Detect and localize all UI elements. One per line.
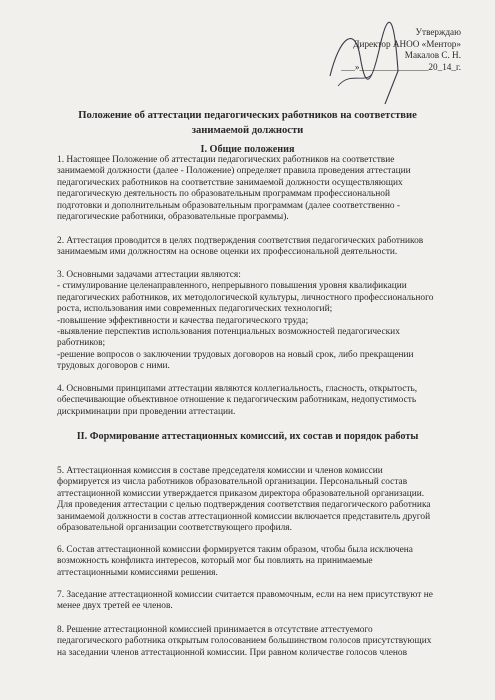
text-line: 8. Решение аттестационной комиссией принимается в отсутствие аттестуемого	[57, 625, 373, 635]
approval-line: Директор АНОО «Ментор»	[353, 38, 461, 49]
text-line: педагогическую деятельность по образовательным программам профессиональной	[57, 189, 391, 200]
approval-block	[341, 27, 461, 73]
paragraph	[57, 545, 451, 579]
paragraph	[57, 466, 451, 534]
paragraph	[57, 155, 451, 223]
text-line: 3. Основными задачами аттестации являются:	[57, 270, 241, 280]
text-line: 5. Аттестационная комиссия в составе председателя комиссии и членов комиссии	[57, 466, 383, 476]
text-line: занимаемой должности (далее - Положение) определяет правила проведения аттестации	[57, 166, 411, 177]
approval-date-line: ___»_______________20_14_г.	[341, 61, 461, 72]
text-line: педагогических работников, их методологической культуры, личностного профессионального	[57, 292, 434, 303]
text-line: на заседании членов аттестационной комиссии. При равном количестве голосов членов	[57, 647, 408, 658]
text-line: менее двух третей ее членов.	[57, 601, 173, 612]
text-line: подготовки и дополнительным образовательным программам (далее соответственно -	[57, 200, 401, 211]
title-line: Положение об аттестации педагогических работников на соответствие	[78, 110, 417, 121]
text-line: дискриминации при проведении аттестации.	[57, 406, 236, 417]
text-line: возможность конфликта интересов, который мог бы повлиять на принимаемые	[57, 556, 373, 567]
approval-line: Утверждаю	[415, 27, 461, 37]
paragraph	[57, 236, 451, 259]
text-line: педагогические работники, образовательные программы).	[57, 212, 289, 223]
text-line: 4. Основными принципами аттестации являются коллегиальность, гласность, открытость,	[57, 384, 418, 394]
section-heading: II. Формирование аттестационных комиссий, их состав и порядок работы	[76, 431, 419, 442]
paragraph	[57, 625, 451, 659]
text-line: занимаемой должности в состав аттестационной комиссии включается представитель другой	[57, 511, 431, 522]
text-line: роста, использования ими современных педагогических технологий;	[57, 304, 333, 315]
text-line: трудовых договоров с ними.	[57, 361, 170, 372]
text-line: аттестационными комиссиями решения.	[57, 567, 218, 578]
approval-line: Макалов С. Н.	[404, 50, 461, 60]
text-line: - стимулирование целенаправленного, непрерывного повышения уровня квалификации	[57, 281, 407, 292]
text-line: 6. Состав аттестационной комиссии формируется таким образом, чтобы была исключена	[57, 545, 413, 555]
text-line: -повышение эффективности и качества педагогического труда;	[57, 315, 309, 326]
text-line: -решение вопросов о заключении трудовых договоров на новый срок, либо прекращении	[57, 349, 414, 360]
text-line: формируется из числа работников образовательной организации. Персональный состав	[57, 477, 408, 488]
text-line: аттестационной комиссии утверждается приказом директора образовательной организации.	[57, 488, 425, 499]
section-heading: I. Общие положения	[200, 144, 295, 155]
text-line: Для проведения аттестации с целью подтверждения соответствия педагогического работника	[57, 500, 431, 511]
text-line: обеспечивающие объективное отношение к педагогическим работникам, недопустимость	[57, 395, 417, 406]
document-title	[60, 109, 435, 138]
text-line: работников;	[57, 338, 106, 349]
text-line: 7. Заседание аттестационной комиссии считается правомочным, если на нем присутствуют не	[57, 590, 433, 600]
text-line: педагогических работников на соответствие занимаемой должности осуществляющих	[57, 177, 403, 188]
text-line: -выявление перспектив использования потенциальных возможностей педагогических	[57, 327, 400, 338]
paragraph	[57, 590, 451, 613]
title-line: занимаемой должности	[191, 124, 304, 136]
text-line: занимаемым ими должностям на основе оценки их профессиональной деятельности.	[57, 247, 398, 258]
paragraph	[57, 270, 451, 373]
paragraph	[57, 384, 451, 418]
text-line: 1. Настоящее Положение об аттестации педагогических работников на соответствие	[57, 155, 395, 165]
text-line: образовательной организации соответствующего профиля.	[57, 523, 292, 534]
text-line: 2. Аттестация проводится в целях подтверждения соответствия педагогических работников	[57, 236, 424, 246]
text-line: педагогического работника открытым голосованием большинством голосов присутствующих	[57, 636, 432, 647]
